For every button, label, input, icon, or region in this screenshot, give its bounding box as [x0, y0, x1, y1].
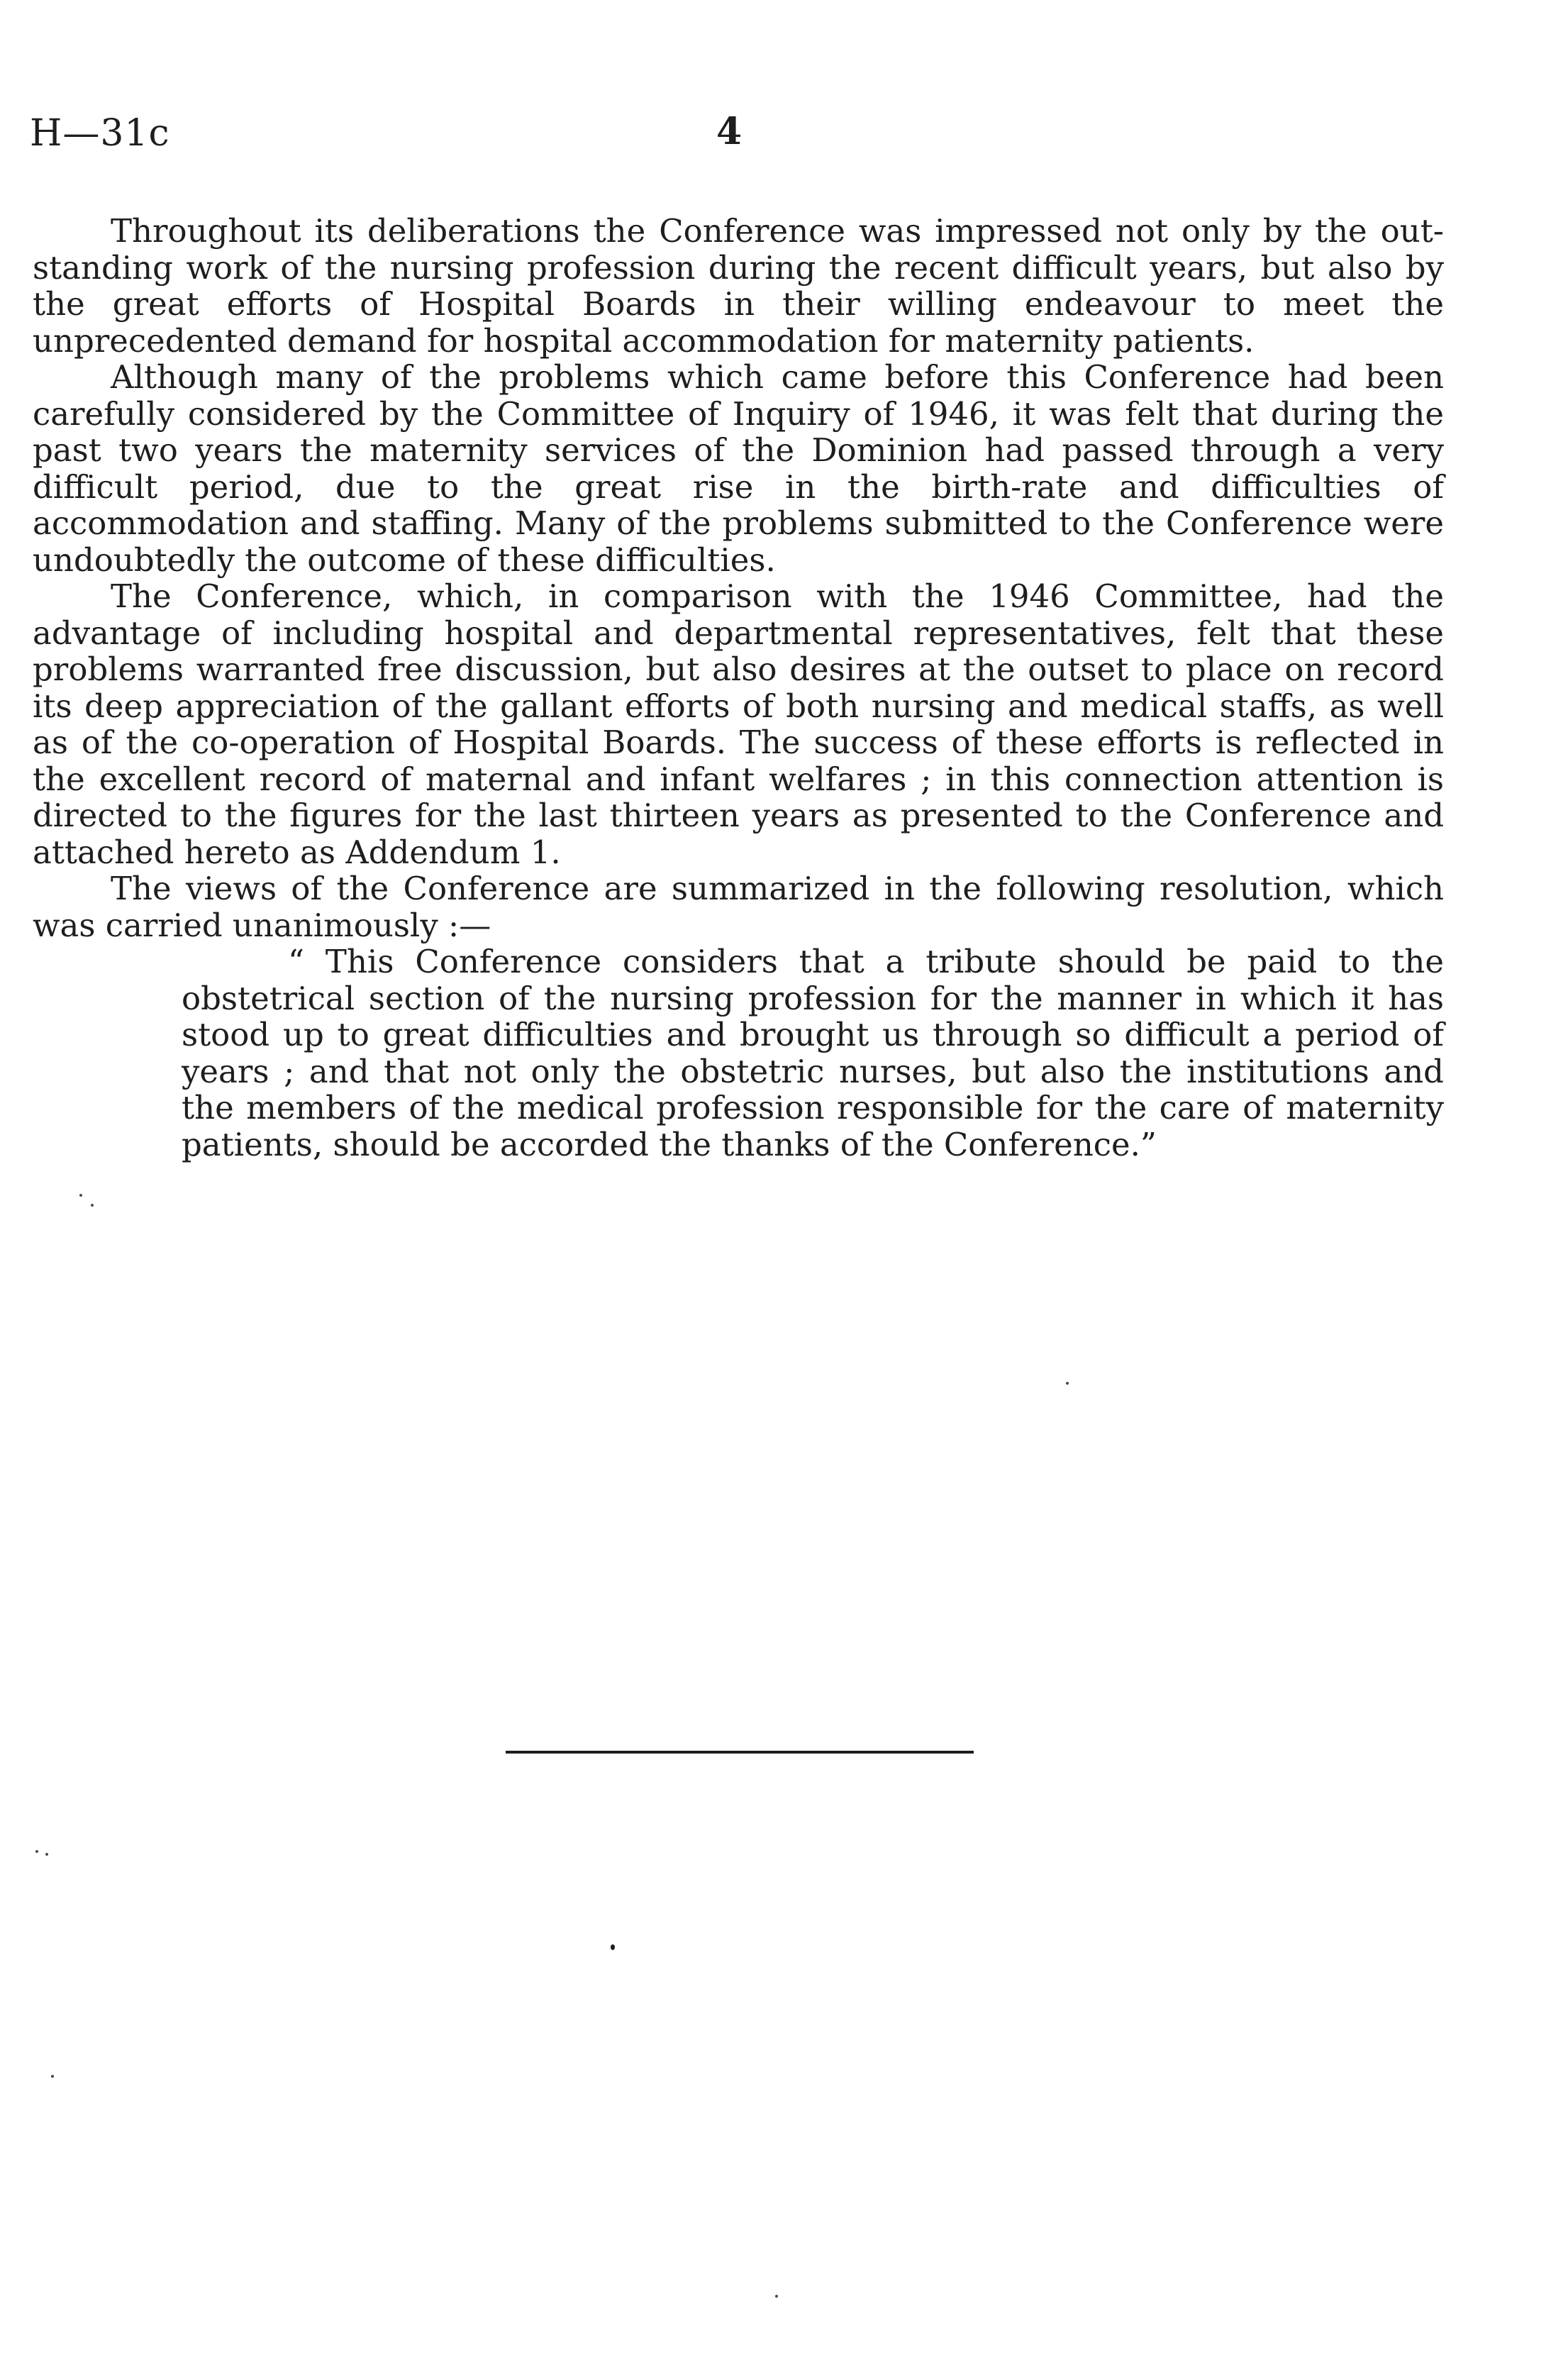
document-reference: H—31c [30, 112, 170, 155]
paragraph-3: The Conference, which, in comparison with the 1946 Committee, had the advantage of including hospital and departmental representatives, felt that these problems warranted free discussion, but also desires at the outset to place on record its deep appreciation of the gallant efforts of both nursing and medical staffs, as well as of the co-operation of Hospital Boards. The success of these efforts is reflected in the excellent record of maternal and infant welfares ; in this connection attention is directed to the figures for the last thirteen years as presented to the Conference and attached hereto as Addendum 1. [33, 577, 1444, 871]
scan-speck [775, 2295, 778, 2298]
scan-speck [91, 1204, 94, 1207]
scan-speck [79, 1194, 82, 1197]
paragraph-4: The views of the Conference are summarized in the following resolution, which was carried unanimously :— [33, 870, 1444, 944]
paragraph-1: Throughout its deliberations the Conference was impressed not only by the outstanding work of the nursing profession during the recent difficult years, but also by the great efforts of Hospital Boards in their willing endeavour to meet the unprecedented demand for hospital accommodation for maternity patients. [33, 212, 1444, 360]
scan-speck [1066, 1382, 1069, 1385]
scan-speck [51, 2075, 54, 2078]
scan-speck [45, 1853, 48, 1856]
scan-speck [35, 1850, 38, 1853]
paragraph-2: Although many of the problems which came before this Conference had been carefully considered by the Committee of Inquiry of 1946, it was felt that during the past two years the maternity services of the Dominion had passed through a very difficult period, due to the great rise in the birth-rate and difficulties of accommodation and staffing. Many of the problems submitted to the Conference were undoubtedly the outcome of these difficulties. [33, 358, 1444, 579]
closing-rule [506, 1751, 974, 1754]
scan-speck [611, 1944, 615, 1950]
page-number: 4 [716, 110, 743, 153]
document-body [33, 213, 1444, 1163]
resolution-quote: “ This Conference considers that a tribute should be paid to the obstetrical section of the nursing profession for the manner in which it has stood up to great difficulties and brought us through so difficult a period of years ; and that not only the obstetric nurses, but also the institutions and the members of the medical profession responsible for the care of maternity patients, should be accorded the thanks of the Conference.” [182, 943, 1444, 1163]
